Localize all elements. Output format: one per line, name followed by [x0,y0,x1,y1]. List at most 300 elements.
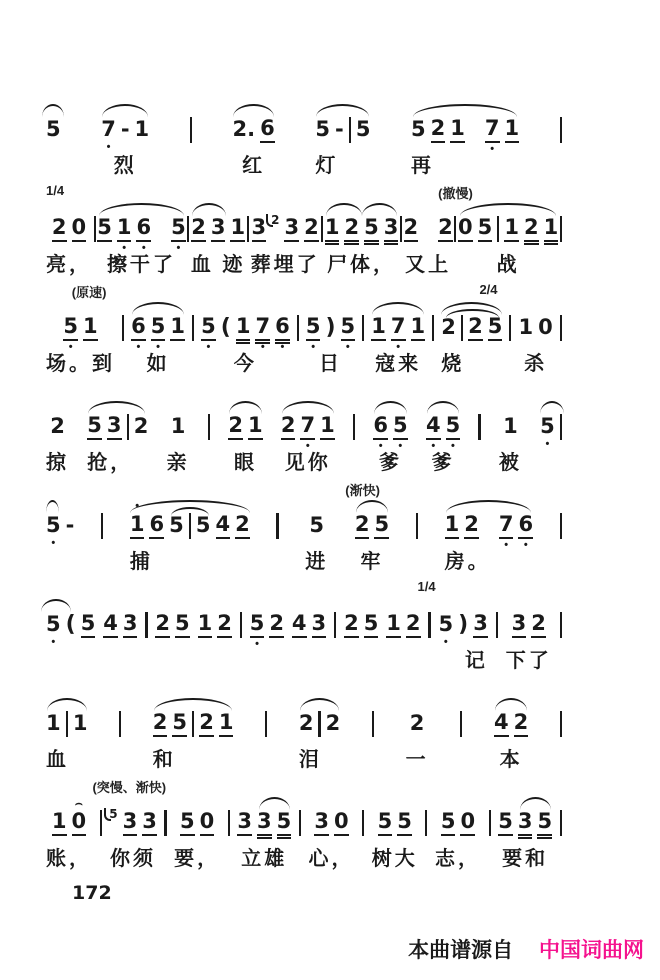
parenthesis-mark: ) [325,315,336,340]
note-digit: 3 [237,811,252,836]
token-group [560,498,562,544]
barline [454,216,456,242]
barline [228,810,230,836]
note-token [136,214,152,254]
note-digit: 2 [344,613,359,638]
note-digit: 4 [426,415,441,440]
note-token [171,214,186,254]
score-line-7 [46,678,562,771]
token-group [52,201,86,247]
token-group [305,300,356,353]
note-digit: 2 [404,217,419,242]
annotation-row [46,480,562,498]
score-line-6 [46,579,562,672]
note-unit [131,300,185,375]
lyric-text: 房。 [444,551,491,573]
note-token [109,805,117,823]
lyric-text: 烧 [441,353,465,375]
barline [145,612,147,638]
note-unit [46,498,74,573]
barline [478,414,480,440]
barline [489,810,491,836]
note-digit: 2 [438,217,453,242]
note-token [315,119,330,141]
note-digit: 2 [271,213,280,227]
note-digit: 3 [512,613,527,638]
note-digit: 1 [503,414,518,438]
note-digit: 7 [255,316,270,341]
note-unit [371,300,425,375]
lyric-text: 日 [318,353,342,375]
note-digit: 6 [518,514,533,539]
note-token [314,808,329,836]
note-token [46,612,61,648]
note-token [103,610,118,638]
note-token [122,808,138,836]
note-unit [321,201,323,276]
lyric-text: 今 [233,353,257,375]
note-token [438,612,454,648]
note-unit [299,795,301,870]
note-token [477,214,493,242]
source-credit-brand-link[interactable]: 中国词曲网 [539,939,644,962]
note-unit [265,696,267,771]
note-token [377,808,393,836]
note-token [135,119,150,141]
note-digit: 5 [478,217,493,242]
barline [101,513,103,539]
token-group [50,399,65,445]
token-group [404,201,453,247]
token-group [410,696,425,742]
token-group [509,300,511,346]
note-digit: 1 [320,415,335,440]
note-unit [560,498,562,573]
lyric-text: 眼 [233,452,257,474]
note-digit: 0 [460,811,475,836]
note-digit: 2 [355,514,370,539]
note-digit: 2 [133,414,149,438]
token-group [240,597,242,643]
low-octave-dot: • [122,241,127,254]
note-digit: 2 [199,712,214,737]
note-spacer [470,130,480,131]
lyric-text: 红 [242,155,266,177]
low-octave-dot: • [255,637,260,650]
lyric-text: 掠 [46,452,69,474]
note-token [487,313,503,341]
token-group [63,300,98,353]
note-spacer [423,229,433,230]
note-token [235,511,250,539]
note-unit [344,597,378,672]
lyric-text: 抢， [87,452,134,474]
note-unit [97,201,186,276]
token-group [299,795,301,841]
barline [299,810,301,836]
note-token [87,412,102,440]
note-token [73,713,88,735]
note-digit: 5 [315,117,330,141]
barline [187,216,189,242]
note-unit [191,201,246,276]
note-token [531,610,546,638]
note-digit: 5 [63,316,78,341]
note-unit [315,102,370,177]
note-token [304,214,319,242]
note-token [97,214,112,242]
note-token [196,515,211,537]
low-octave-dot: • [106,141,111,153]
lyric-text: 爹 [379,452,403,474]
token-group [344,597,378,643]
token-group [496,597,498,643]
note-token [504,115,520,143]
token-group [560,201,562,247]
token-group [560,300,562,346]
token-group [109,795,157,841]
note-token [386,610,401,638]
annotation-row [46,282,562,300]
token-group [309,498,324,544]
barline [321,216,323,242]
note-token [473,610,488,638]
note-digit: 6 [275,316,290,341]
note-token [540,414,555,450]
note-token [411,119,426,141]
note-token [155,610,171,638]
note-unit [439,597,488,672]
note-digit: 1 [170,316,185,341]
token-group [265,696,267,742]
note-unit [237,795,291,870]
note-token [324,214,340,242]
note-token [518,317,533,339]
note-token [191,214,206,242]
lyric-text: 心， [308,848,355,870]
note-digit: 0 [458,217,473,242]
note-digit: 2 [50,414,65,438]
barline [560,117,562,143]
token-group [94,201,96,247]
token-group [428,597,430,643]
barline [428,612,430,638]
note-unit [334,597,336,672]
note-unit [187,201,189,276]
note-spacer [156,229,166,230]
token-group [378,795,412,841]
annotation-row [46,84,562,102]
low-octave-dot: • [523,538,528,551]
low-octave-dot: • [431,439,436,452]
notation-score [46,84,562,876]
token-group [321,201,323,247]
note-unit [435,795,481,870]
token-group [441,795,475,841]
note-digit: 7 [300,415,315,440]
note-digit: 5 [364,217,379,242]
lyric-text: 捕 [129,551,153,573]
note-unit [130,498,250,573]
note-unit [306,300,355,375]
note-unit [192,300,194,375]
note-digit: 4 [103,613,118,638]
note-token [235,313,251,341]
lyric-text: 志， [434,848,481,870]
lyric-text: 爹 [431,452,455,474]
note-digit: 4 [216,514,231,539]
note-digit: 6 [260,118,275,143]
low-octave-dot: • [260,340,265,353]
note-token [299,713,314,735]
notes-row [46,399,562,474]
token-group [201,300,290,353]
barline [265,711,267,737]
note-token [363,610,379,638]
parenthesis-mark: ) [458,612,469,637]
lyric-text: 葬埋了 [250,254,320,276]
token-group [208,399,210,445]
notes-row [46,498,562,573]
time-signature: 2/4 [479,282,498,297]
barline [560,711,562,737]
note-digit: 2 [409,711,425,735]
barline [560,612,562,638]
token-group [247,201,249,247]
note-unit [46,597,95,672]
barline [189,513,191,539]
note-token [498,808,513,836]
note-unit [94,201,96,276]
note-digit: 5 [498,811,513,836]
note-token [493,709,509,737]
note-digit: 1 [83,316,98,341]
note-digit: 5 [364,613,379,638]
note-token [152,709,168,737]
note-digit: 1 [236,316,251,341]
note-digit: 3 [257,811,272,836]
score-line-8 [46,777,562,870]
page-number: 172 [72,882,112,904]
barline [208,414,210,440]
token-group [101,498,103,544]
note-digit: 5 [374,514,389,539]
note-token [169,515,184,537]
lyric-text: 烈 [113,155,137,177]
lyric-text: 泪 [298,749,322,771]
note-digit: 1 [544,217,559,242]
lyric-text: 记 [464,650,488,672]
note-digit: 3 [123,613,138,638]
note-token [275,313,290,353]
score-line-5 [46,480,562,573]
note-digit: 5 [171,217,186,242]
note-unit [372,795,418,870]
notes-row [46,597,562,672]
token-group [454,201,456,247]
token-group [249,597,285,650]
note-digit: 6 [149,514,164,539]
note-unit [560,795,562,870]
note-digit: - [120,117,130,141]
note-unit [445,498,534,573]
low-octave-dot: • [443,636,448,648]
token-group [103,597,137,643]
lyric-text: 要和 [502,848,549,870]
note-unit [281,399,335,474]
barline [240,612,242,638]
note-digit: 3 [211,217,226,242]
low-octave-dot: • [305,439,310,452]
note-token [142,808,157,836]
note-token [373,412,389,452]
note-token [171,416,186,438]
note-digit: 3 [473,613,488,638]
note-unit [250,597,284,672]
note-digit: 5 [306,316,321,341]
token-group [560,795,562,841]
note-digit: 1 [248,415,263,440]
tempo-annotation: (突慢、渐快) [92,780,167,795]
token-group [252,201,319,247]
low-octave-dot: • [311,340,316,353]
note-token [543,214,559,242]
note-digit: 5 [201,316,216,341]
note-digit: 2 [217,613,232,638]
note-token [484,115,500,155]
note-digit: 1 [219,712,234,737]
note-digit: 3 [384,217,399,242]
note-token [247,412,263,440]
lyric-text: 场。到 [46,353,115,375]
note-token [46,119,61,141]
low-octave-dot: • [206,340,211,353]
note-token [340,313,356,353]
note-digit: 0 [538,315,553,339]
note-digit: 2 [155,613,170,638]
lyric-text: 立雄 [241,848,288,870]
lyric-text: 你须 [110,848,157,870]
token-group [192,300,194,346]
lyric-text: 牢 [360,551,384,573]
note-unit [299,696,340,771]
token-group [438,597,488,648]
note-unit [411,102,519,177]
note-token [217,610,232,638]
note-token [269,610,285,638]
note-token [405,610,421,638]
note-token [170,313,185,341]
annotation-row [46,381,562,399]
note-token [291,610,307,638]
note-digit: 3 [123,811,138,836]
barline [362,315,364,341]
note-digit: 1 [445,514,460,539]
low-octave-dot: • [176,241,181,254]
note-token [517,808,533,836]
note-digit: 5 [180,811,195,836]
note-unit [46,102,61,177]
note-digit: 3 [252,217,267,242]
note-digit: 1 [411,316,426,341]
note-digit: 1 [130,514,145,539]
note-unit [560,696,562,771]
low-octave-dot: • [545,438,550,450]
token-group [518,300,552,346]
note-digit: 2 [228,415,243,440]
note-digit: 1 [505,118,520,143]
note-unit [228,795,230,870]
barline [497,216,499,242]
note-token [403,214,419,242]
note-digit: 2 [191,217,206,242]
note-unit [478,399,480,474]
note-unit [240,597,242,672]
token-group [187,201,189,247]
score-line-2 [46,183,562,276]
token-group [362,795,364,841]
note-digit: 4 [292,613,307,638]
note-token [276,808,292,836]
token-group [314,795,348,841]
note-token [410,713,425,735]
note-token [393,412,408,452]
low-octave-dot: • [345,340,350,353]
note-digit: 1 [230,217,245,242]
low-octave-dot: • [51,636,56,648]
barline [560,810,562,836]
note-unit [103,597,137,672]
note-token [51,214,67,242]
note-digit: 2 [531,613,546,638]
note-token [450,115,465,143]
note-unit [560,597,562,672]
lyric-text: 本 [499,749,523,771]
token-group [164,795,166,841]
annotation-row [46,579,562,597]
note-digit: 2 [344,217,359,242]
pause-caret-mark: ⌢ [74,795,83,810]
note-unit [101,102,149,177]
note-unit [233,102,275,177]
note-token [134,416,149,438]
note-unit [372,696,374,771]
note-token [172,709,188,737]
note-digit: 5 [46,612,61,636]
token-group [100,795,102,841]
token-group [478,399,480,445]
note-token [504,214,519,242]
lyric-text: 被 [498,452,522,474]
note-unit [509,300,511,375]
note-digit: 5 [109,807,118,821]
score-line-1 [46,84,562,177]
note-digit: 0 [200,811,215,836]
barline [496,612,498,638]
note-token [50,416,65,438]
note-digit: 1 [386,613,401,638]
token-group [198,597,232,643]
barline [190,117,192,143]
score-line-3 [46,282,562,375]
note-digit: 1 [371,316,386,341]
note-token [218,709,234,737]
lyric-text: 亮， [46,254,92,276]
token-group [122,300,124,346]
note-digit: 7 [499,514,514,539]
barline [276,513,278,539]
note-unit [247,201,249,276]
